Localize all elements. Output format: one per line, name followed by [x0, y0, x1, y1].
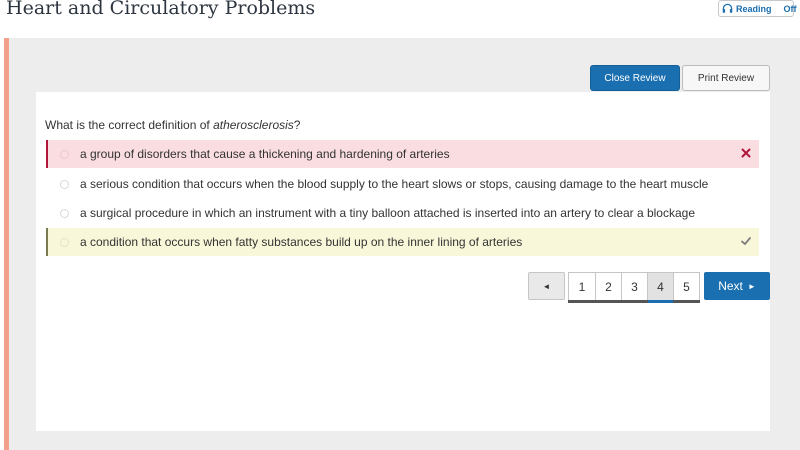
reading-toggle[interactable]	[718, 0, 797, 17]
reading-state: Off	[783, 3, 797, 14]
close-review-button[interactable]: Close Review	[590, 65, 680, 91]
page-5-button[interactable]: 5	[674, 272, 700, 300]
question-text	[45, 118, 300, 132]
question-prefix: What is the correct definition of	[45, 118, 214, 132]
radio-button[interactable]	[60, 209, 69, 218]
radio-button[interactable]	[60, 180, 69, 189]
answer-text: a group of disorders that cause a thickening and hardening of arteries	[80, 147, 450, 161]
answer-text: a serious condition that occurs when the blood supply to the heart slows or stops, causing damage to the heart muscle	[80, 177, 709, 191]
radio-button[interactable]	[60, 150, 69, 159]
question-suffix: ?	[293, 118, 301, 132]
page-1-button[interactable]: 1	[568, 272, 596, 300]
previous-page-button[interactable]	[528, 272, 565, 300]
headphones-icon	[722, 3, 733, 14]
reading-label: Reading	[736, 3, 772, 14]
next-button[interactable]	[704, 272, 770, 300]
x-mark-icon	[740, 147, 752, 159]
answer-text: a surgical procedure in which an instrument with a tiny balloon attached is inserted into an artery to clear a blockage	[80, 206, 696, 220]
page-2-button[interactable]: 2	[596, 272, 622, 300]
left-arrow-icon: ◄	[542, 281, 551, 291]
answer-text: a condition that occurs when fatty substances build up on the inner lining of arteries	[80, 235, 523, 249]
answer-option-3[interactable]	[46, 199, 759, 227]
question-term: atherosclerosis	[213, 118, 294, 132]
radio-button[interactable]	[60, 238, 69, 247]
page-3-button[interactable]: 3	[622, 272, 648, 300]
right-arrow-icon: ►	[747, 281, 756, 291]
answer-option-1[interactable]	[46, 140, 759, 168]
page-4-button[interactable]: 4	[648, 272, 674, 300]
print-review-button[interactable]: Print Review	[682, 65, 770, 91]
answer-option-4[interactable]	[46, 228, 759, 256]
page-title: Heart and Circulatory Problems	[6, 0, 316, 19]
answer-option-2[interactable]	[46, 170, 759, 198]
check-mark-icon	[740, 235, 752, 247]
pagination	[568, 272, 700, 303]
next-label: Next	[718, 279, 743, 293]
